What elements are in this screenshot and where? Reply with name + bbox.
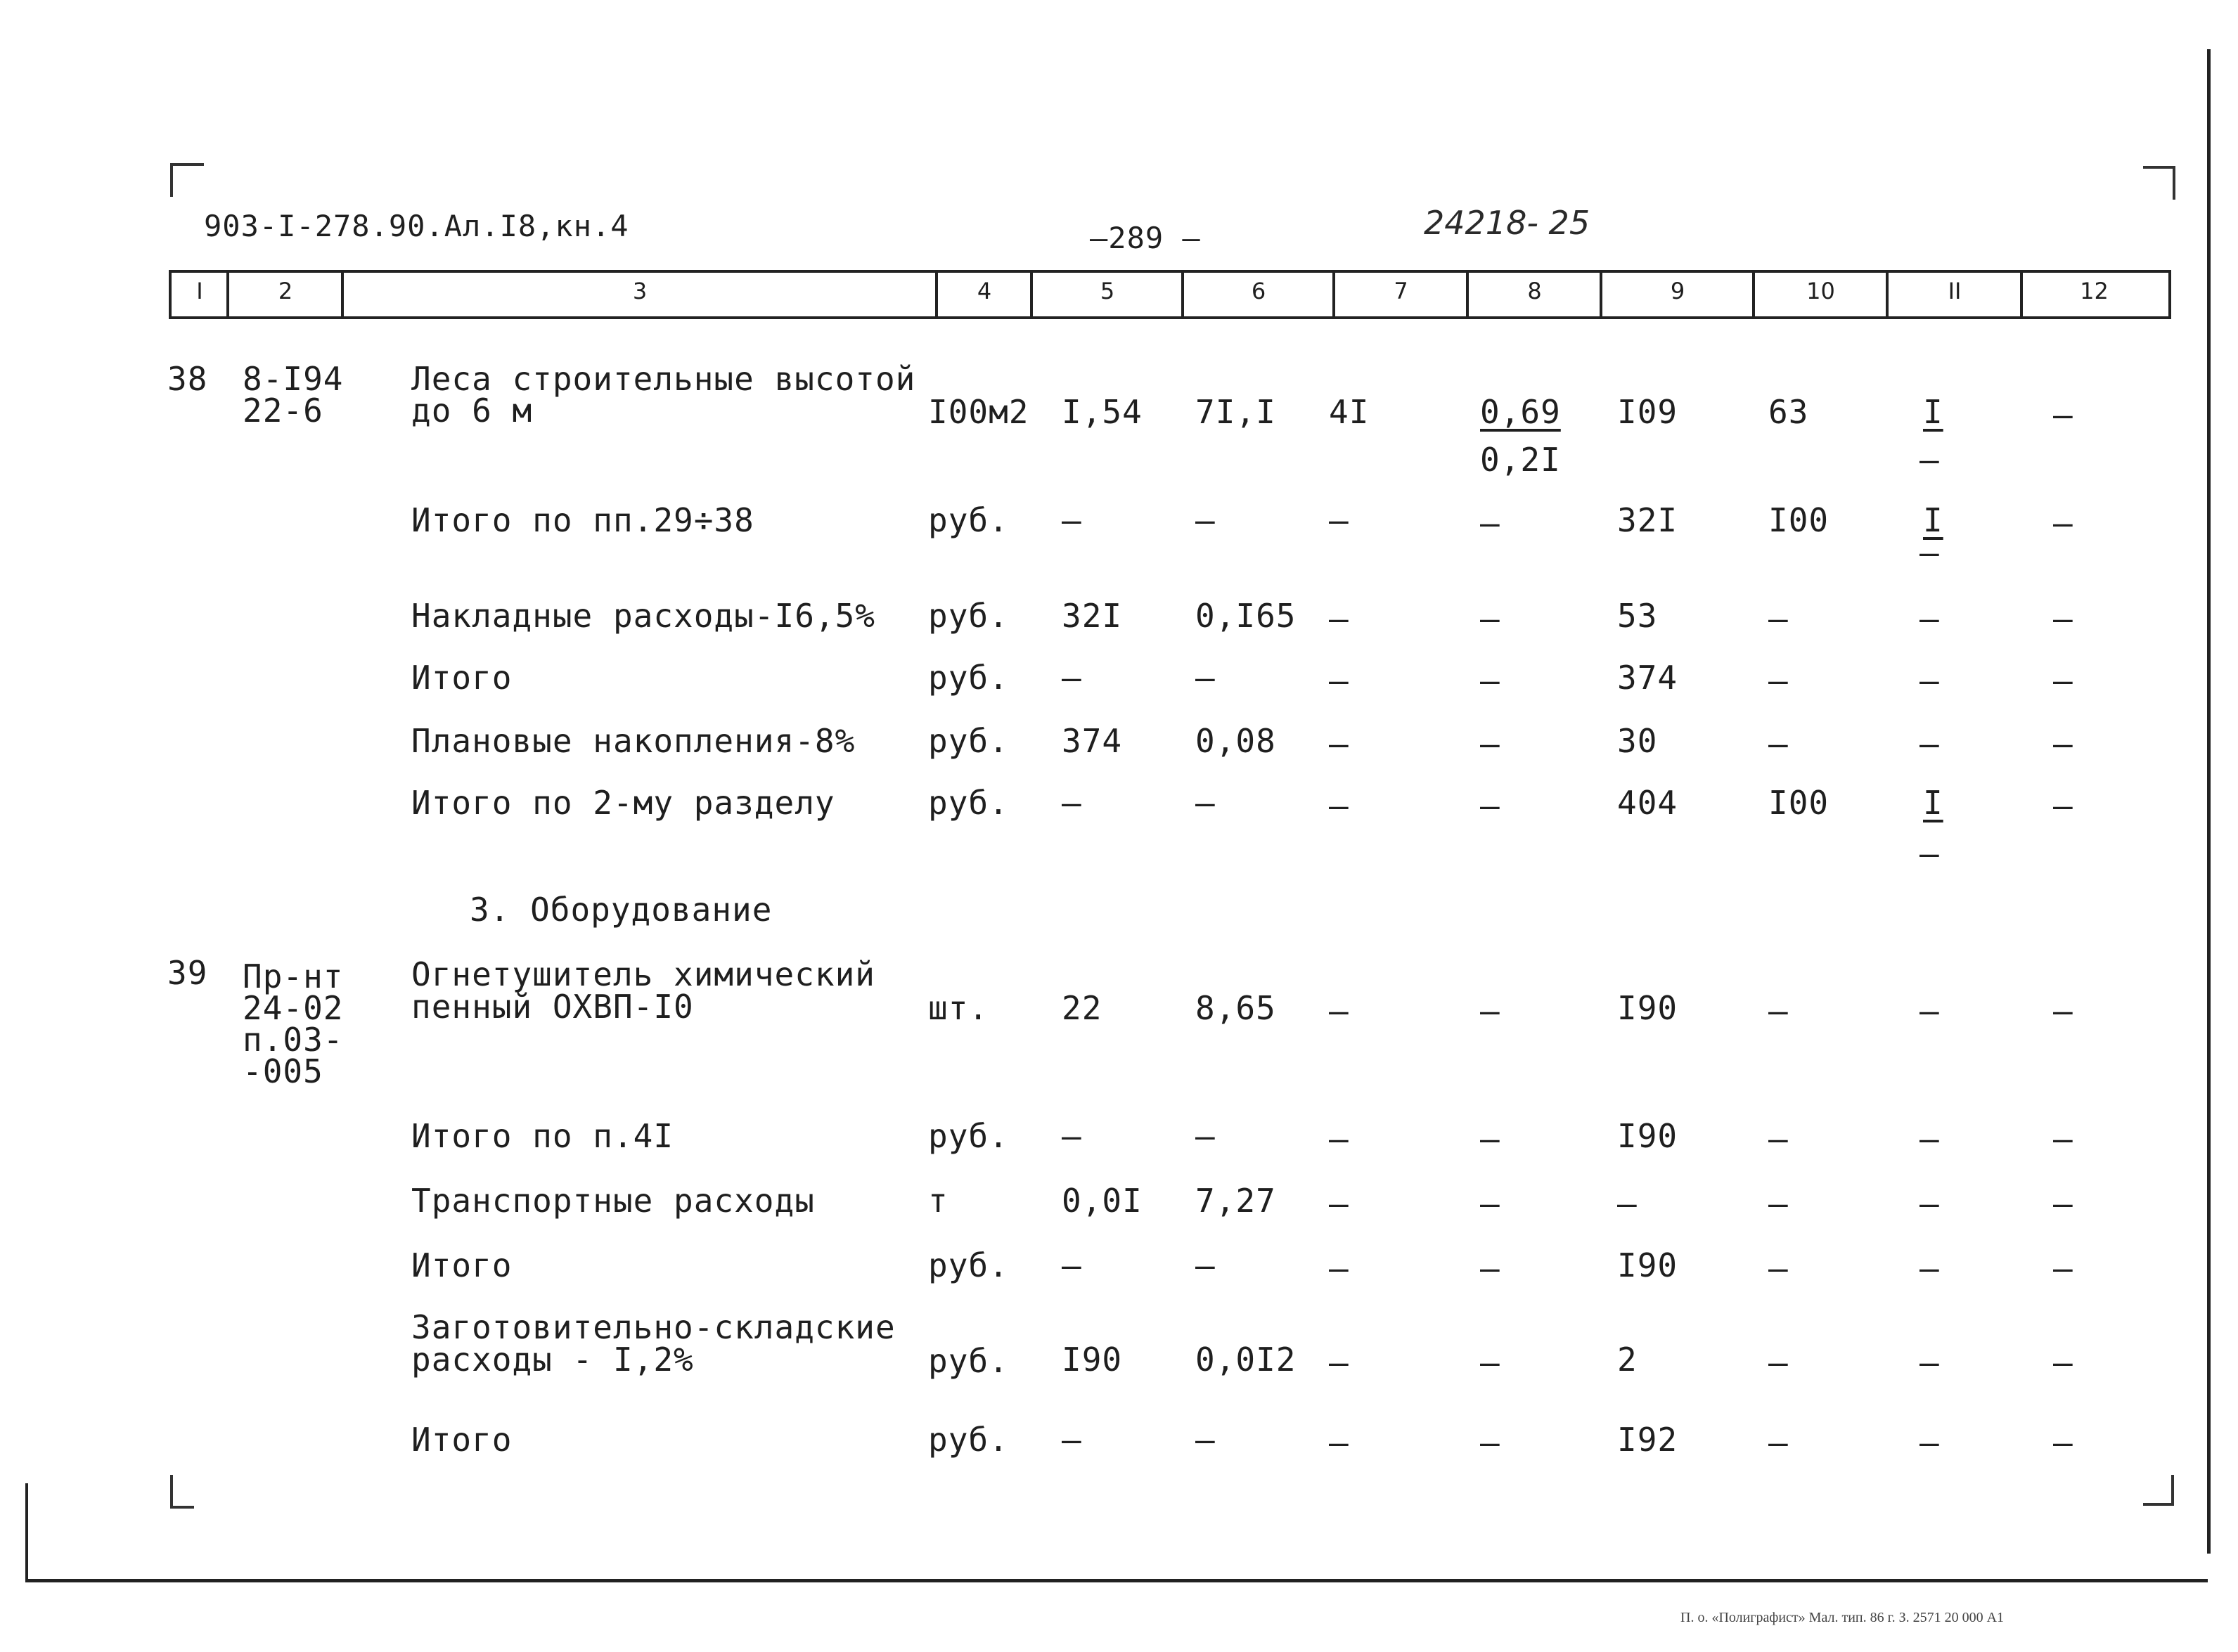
cell-col11: – [1919,662,1940,699]
cell-col9: 404 [1617,784,1678,822]
cell-col11: – [1919,534,1940,572]
cell-col12: – [2053,504,2073,542]
cell-col7: – [1329,501,1349,539]
cell-col9: – [1617,1185,1638,1222]
cell-col6: 7,27 [1195,1182,1276,1220]
cell-col7: – [1329,1120,1349,1158]
cell-col12: – [2053,1120,2073,1158]
column-number: II [1948,278,1962,304]
cell-col9: I09 [1617,393,1678,431]
cell-col10: – [1768,1120,1789,1158]
item-name: Итого по п.4I [411,1117,674,1155]
cell-col5: – [1062,1117,1082,1155]
column-number: 5 [1100,278,1115,304]
item-name: Транспортные расходы [411,1182,815,1220]
cell-col8: 0,2I [1480,441,1561,479]
cell-col6: – [1195,659,1216,697]
cell-col8: – [1480,992,1500,1030]
unit: руб. [928,1246,1009,1284]
cell-col11: I [1923,393,1943,431]
cell-col5: – [1062,1421,1082,1459]
cell-col8: – [1480,1120,1500,1158]
cell-col11: I [1923,784,1943,822]
price-code: Пр-нт [243,957,344,995]
cell-col9: I92 [1617,1421,1678,1459]
cell-col10: – [1768,1249,1789,1287]
cell-col10: – [1768,1424,1789,1461]
cell-col8: – [1480,1343,1500,1381]
cell-col12: – [2053,1185,2073,1222]
cell-col8: – [1480,600,1500,638]
column-number: 10 [1806,278,1835,304]
cell-col10: – [1768,725,1789,763]
cell-col5: – [1062,501,1082,539]
page-bottom-edge [25,1579,2208,1582]
item-name: Итого по 2-му разделу [411,784,835,822]
cell-col7: – [1329,662,1349,699]
corner-mark-top-left [170,163,204,197]
cell-col11: I [1923,501,1943,539]
column-number: 6 [1251,278,1266,304]
cell-col7: – [1329,1424,1349,1461]
unit: шт. [928,989,989,1027]
cell-col9: 32I [1617,501,1678,539]
cell-col12: – [2053,1424,2073,1461]
column-number: 4 [977,278,992,304]
cell-col10: I00 [1768,784,1829,822]
cell-col11: – [1919,1120,1940,1158]
item-name: пенный ОХВП-I0 [411,988,694,1026]
cell-col7: – [1329,992,1349,1030]
cell-col11: – [1919,441,1940,479]
cell-col6: – [1195,1246,1216,1284]
column-number: 12 [2080,278,2109,304]
cell-col6: – [1195,784,1216,822]
cell-col10: I00 [1768,501,1829,539]
page-right-edge [2207,49,2211,1554]
row-number: 39 [167,954,208,992]
price-code: 24-02 [243,989,344,1027]
handwritten-reference: 24218- 25 [1424,204,1590,242]
cell-col9: 374 [1617,659,1678,697]
printer-imprint: П. о. «Полиграфист» Мал. тип. 86 г. З. 2571 20 000 А1 [1680,1610,2005,1625]
cell-col8: 0,69 [1480,393,1561,431]
cell-col8: – [1480,662,1500,699]
cell-col6: 7I,I [1195,393,1276,431]
item-name: Заготовительно-складские [411,1308,896,1346]
cell-col6: 0,08 [1195,722,1276,760]
item-name: Огнетушитель химический [411,955,875,993]
page-number: —289 — [1090,221,1201,255]
price-code: 22-6 [243,392,323,430]
cell-col11: – [1919,1249,1940,1287]
item-name: Леса строительные высотой [411,360,916,398]
cell-col10: – [1768,1343,1789,1381]
column-number: 7 [1394,278,1408,304]
cell-col11: – [1919,600,1940,638]
cell-col12: – [2053,396,2073,434]
cell-col9: 2 [1617,1341,1638,1379]
cell-col11: – [1919,1343,1940,1381]
cell-col5: 374 [1062,722,1123,760]
unit: руб. [928,1421,1009,1459]
cell-col9: I90 [1617,989,1678,1027]
item-name: Итого [411,659,513,697]
column-number: 3 [632,278,648,304]
cell-col12: – [2053,992,2073,1030]
price-code: 8-I94 [243,360,344,398]
cell-col10: 63 [1768,393,1809,431]
cell-col11: – [1919,725,1940,763]
cell-col5: 22 [1062,989,1102,1027]
section-title: 3. Оборудование [470,891,773,929]
page-left-edge [25,1483,28,1582]
cell-col9: I90 [1617,1246,1678,1284]
cell-col12: – [2053,787,2073,825]
cell-col11: – [1919,992,1940,1030]
cell-col7: – [1329,787,1349,825]
cell-col12: – [2053,725,2073,763]
cell-col11: – [1919,834,1940,872]
item-name: Итого по пп.29÷38 [411,501,754,539]
cell-col7: – [1329,725,1349,763]
cell-col8: – [1480,1185,1500,1222]
cell-col9: I90 [1617,1117,1678,1155]
column-number: 8 [1527,278,1542,304]
cell-col8: – [1480,725,1500,763]
unit: руб. [928,784,1009,822]
cell-col11: – [1919,1185,1940,1222]
cell-col6: 8,65 [1195,989,1276,1027]
cell-col8: – [1480,787,1500,825]
cell-col7: – [1329,1185,1349,1222]
column-number: 2 [278,278,293,304]
cell-col6: 0,I65 [1195,597,1297,635]
cell-col8: – [1480,1424,1500,1461]
item-name: Итого [411,1421,513,1459]
item-name: до 6 м [411,392,533,430]
cell-col6: – [1195,1421,1216,1459]
corner-mark-bottom-left [170,1475,194,1509]
cell-col5: – [1062,1246,1082,1284]
corner-mark-top-right [2143,166,2175,200]
cell-col6: – [1195,1117,1216,1155]
item-name: расходы - I,2% [411,1341,694,1379]
cell-col12: – [2053,1249,2073,1287]
cell-col7: – [1329,1343,1349,1381]
row-number: 38 [167,360,208,398]
cell-col7: – [1329,1249,1349,1287]
cell-col12: – [2053,1343,2073,1381]
column-number: I [196,278,203,304]
unit: руб. [928,1117,1009,1155]
cell-col7: – [1329,600,1349,638]
unit: I00м2 [928,393,1029,431]
cell-col6: 0,0I2 [1195,1341,1297,1379]
unit: руб. [928,597,1009,635]
cell-col5: I,54 [1062,393,1143,431]
price-code: п.03- [243,1021,344,1059]
document-code: 903-I-278.90.Ал.I8,кн.4 [204,209,629,243]
cell-col11: – [1919,1424,1940,1461]
cell-col7: 4I [1329,393,1370,431]
corner-mark-bottom-right [2143,1475,2174,1506]
cell-col5: – [1062,659,1082,697]
cell-col5: 32I [1062,597,1123,635]
unit: т [928,1182,948,1220]
cell-col12: – [2053,662,2073,699]
price-code: -005 [243,1052,323,1090]
unit: руб. [928,722,1009,760]
cell-col10: – [1768,992,1789,1030]
item-name: Итого [411,1246,513,1284]
cell-col9: 30 [1617,722,1658,760]
cell-col6: – [1195,501,1216,539]
cell-col12: – [2053,600,2073,638]
cell-col5: 0,0I [1062,1182,1143,1220]
unit: руб. [928,1342,1009,1380]
cell-col9: 53 [1617,597,1658,635]
cell-col5: I90 [1062,1341,1123,1379]
cell-col8: – [1480,1249,1500,1287]
cell-col10: – [1768,662,1789,699]
item-name: Плановые накопления-8% [411,722,856,760]
cell-col5: – [1062,784,1082,822]
column-number: 9 [1670,278,1685,304]
item-name: Накладные расходы-I6,5% [411,597,875,635]
cell-col10: – [1768,1185,1789,1222]
unit: руб. [928,501,1009,539]
unit: руб. [928,659,1009,697]
cell-col8: – [1480,504,1500,542]
cell-col10: – [1768,600,1789,638]
